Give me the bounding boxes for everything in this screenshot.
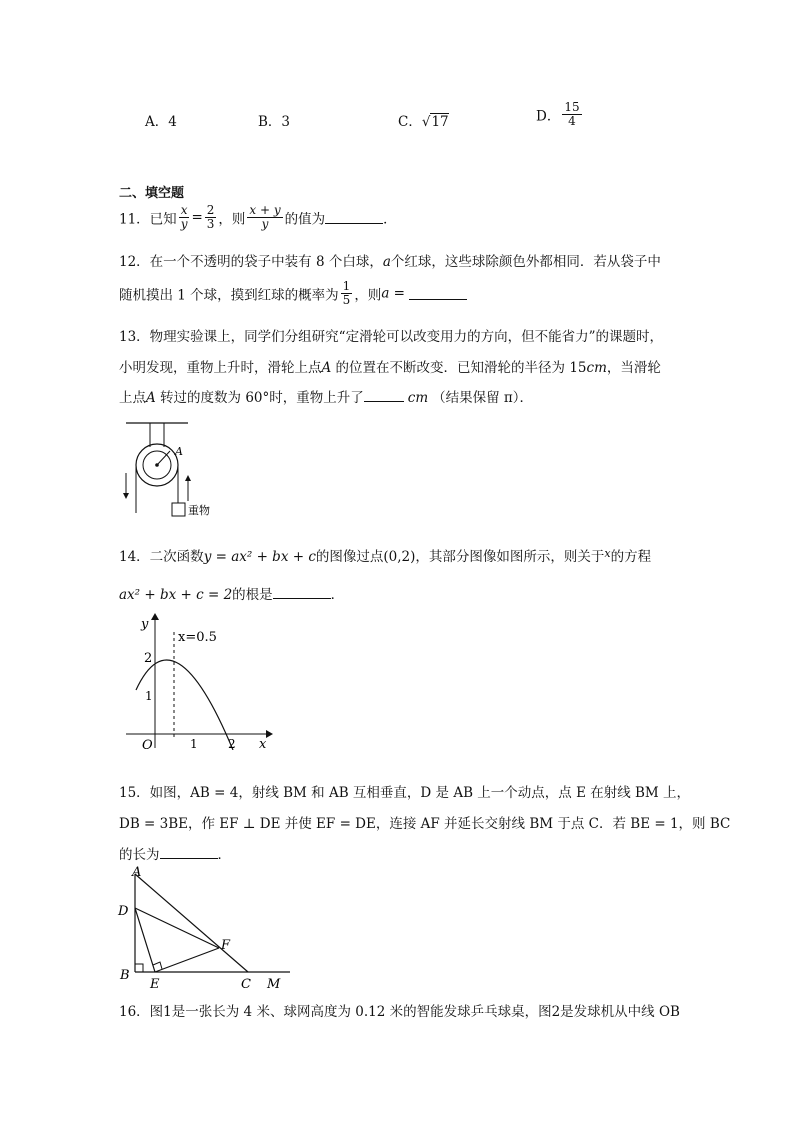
option-c: C．√17 bbox=[398, 114, 449, 130]
label-b: B bbox=[120, 968, 130, 983]
question-13-line2: 小明发现，重物上升时，滑轮上点A 的位置在不断改变．已知滑轮的半径为 15cm，当滑轮 bbox=[119, 360, 661, 376]
question-12-line1: 12．在一个不透明的袋子中装有 8 个白球，a个红球，这些球除颜色外都相同．若从袋子中 bbox=[119, 254, 661, 270]
parabola-figure bbox=[118, 610, 278, 750]
segment-de bbox=[135, 908, 155, 972]
arrow-up-head bbox=[185, 475, 191, 481]
question-13-line1: 13．物理实验课上，同学们分组研究“定滑轮可以改变用力的方向，但不能省力”的课题时， bbox=[119, 329, 663, 345]
label-d: D bbox=[118, 904, 129, 919]
pulley-figure bbox=[118, 415, 228, 525]
label-c: C bbox=[241, 977, 251, 992]
x-axis-label: x bbox=[259, 737, 267, 750]
y-axis-label: y bbox=[141, 617, 149, 632]
label-a: A bbox=[132, 865, 142, 880]
parabola-curve bbox=[136, 660, 233, 750]
weight-label: 重物 bbox=[188, 504, 210, 517]
question-13-line3: 上点A 转过的度数为 60°时，重物上升了 cm （结果保留 π）． bbox=[119, 390, 534, 406]
segment-df bbox=[135, 908, 219, 948]
option-a: A．4 bbox=[145, 114, 177, 130]
question-14-line2: ax² + bx + c = 2的根是 ． bbox=[119, 587, 345, 603]
label-f: F bbox=[221, 938, 231, 953]
tick-x2: 2 bbox=[228, 737, 236, 750]
point-a-label: A bbox=[175, 445, 183, 458]
question-11: 11．已知 $\frac{x}{y}$ = $\frac{2}{3}$ ，则 $\frac{x + y}{y}$ 的值为 ． bbox=[119, 203, 397, 231]
tick-y1: 1 bbox=[145, 689, 153, 703]
question-16-line1: 16．图1是一张长为 4 米、球网高度为 0.12 米的智能发球乒乓球桌，图2是发球机从中线 OB bbox=[119, 1004, 680, 1020]
tick-x1: 1 bbox=[190, 737, 198, 750]
question-14-line1: 14．二次函数y = ax² + bx + c的图像过点(0,2)，其部分图像如图所示，则关于$^x$的方程 bbox=[119, 547, 652, 565]
label-e: E bbox=[150, 977, 160, 992]
tick-y2: 2 bbox=[144, 651, 153, 666]
option-d: D． $\frac{15}{4}$ bbox=[536, 100, 580, 128]
section-title: 二、填空题 bbox=[119, 186, 185, 201]
triangle-figure bbox=[115, 864, 300, 994]
arrow-down-head bbox=[123, 493, 129, 499]
question-15-line2: DB = 3BE，作 EF ⊥ DE 并使 EF = DE，连接 AF 并延长交射线 BM 于点 C．若 BE = 1，则 BC bbox=[119, 816, 731, 832]
label-m: M bbox=[267, 977, 281, 992]
question-15-line1: 15．如图，AB = 4，射线 BM 和 AB 互相垂直，D 是 AB 上一个动点，点 E 在射线 BM 上， bbox=[119, 785, 691, 801]
symmetry-axis-label: x=0.5 bbox=[178, 630, 217, 645]
x-axis-arrow bbox=[266, 730, 273, 738]
question-15-line3: 的长为 ． bbox=[119, 847, 231, 863]
y-axis-arrow bbox=[151, 613, 159, 620]
weight-box bbox=[172, 503, 185, 516]
option-b: B．3 bbox=[258, 114, 291, 130]
question-12-line2: 随机摸出 1 个球，摸到红球的概率为 $\frac{1}{5}$ ，则a = bbox=[119, 280, 467, 307]
right-angle-b bbox=[135, 964, 143, 972]
origin-label: O bbox=[142, 738, 153, 750]
segment-ac bbox=[135, 874, 248, 972]
segment-ef bbox=[155, 948, 219, 972]
